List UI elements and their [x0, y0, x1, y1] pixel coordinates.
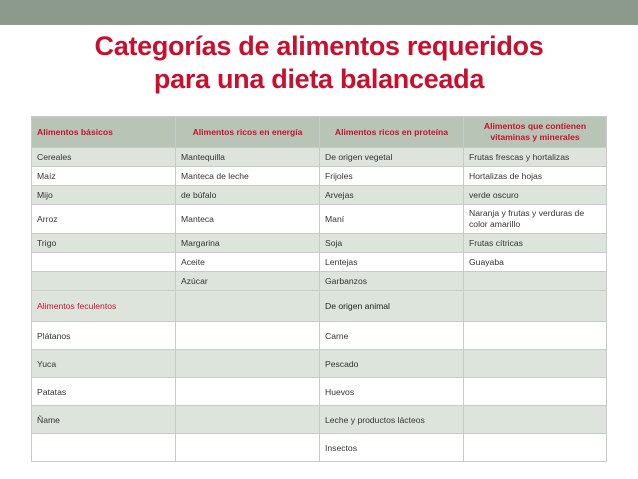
- table-cell: Guayaba: [464, 253, 607, 272]
- header-basic-foods: Alimentos básicos: [32, 117, 176, 148]
- table-cell: Garbanzos: [320, 272, 464, 291]
- food-categories-table: [31, 116, 607, 462]
- table-cell: Manteca de leche: [176, 167, 320, 186]
- table-row: [32, 234, 607, 253]
- table-header-row: [32, 117, 607, 148]
- subheader-animal-origin: De origen animal: [320, 291, 464, 322]
- table-cell: Mantequilla: [176, 148, 320, 167]
- table-cell: [176, 350, 320, 378]
- table-cell: de búfalo: [176, 186, 320, 205]
- table-row: [32, 434, 607, 462]
- top-banner: [0, 0, 638, 25]
- table-cell: Maíz: [32, 167, 176, 186]
- table-cell: [176, 291, 320, 322]
- table-cell: [464, 378, 607, 406]
- table-cell: [176, 406, 320, 434]
- table-cell: Cereales: [32, 148, 176, 167]
- table-row: [32, 350, 607, 378]
- table-cell: [464, 434, 607, 462]
- table-cell: Naranja y frutas y verduras de color amarillo: [464, 205, 607, 234]
- table-row: [32, 148, 607, 167]
- table-row: [32, 167, 607, 186]
- table-cell: Patatas: [32, 378, 176, 406]
- table-cell: Manteca: [176, 205, 320, 234]
- table-cell: Maní: [320, 205, 464, 234]
- table-cell: [176, 322, 320, 350]
- table-cell: Ñame: [32, 406, 176, 434]
- table-cell: Hortalizas de hojas: [464, 167, 607, 186]
- title-line-1: Categorías de alimentos requeridos: [94, 31, 544, 61]
- table-cell: [464, 406, 607, 434]
- table-row: [32, 406, 607, 434]
- table-cell: Frutas frescas y hortalizas: [464, 148, 607, 167]
- header-protein-foods: Alimentos ricos en proteína: [320, 117, 464, 148]
- table-cell: Mijo: [32, 186, 176, 205]
- table-cell: [464, 272, 607, 291]
- table-cell: Frutas cítricas: [464, 234, 607, 253]
- table-cell: Leche y productos lácteos: [320, 406, 464, 434]
- table-cell: [32, 272, 176, 291]
- table-cell: [32, 434, 176, 462]
- table-cell: Huevos: [320, 378, 464, 406]
- table-cell: [176, 378, 320, 406]
- table-cell: Soja: [320, 234, 464, 253]
- table-cell: Frijoles: [320, 167, 464, 186]
- table-cell: Aceite: [176, 253, 320, 272]
- table-row: [32, 322, 607, 350]
- subheader-starchy-foods: Alimentos feculentos: [32, 291, 176, 322]
- table-cell: Yuca: [32, 350, 176, 378]
- table-cell: De origen vegetal: [320, 148, 464, 167]
- table-cell: [32, 253, 176, 272]
- page-title: [0, 30, 638, 96]
- header-energy-foods: Alimentos ricos en energía: [176, 117, 320, 148]
- table-cell: Insectos: [320, 434, 464, 462]
- table-cell: Pescado: [320, 350, 464, 378]
- table-cell: Arvejas: [320, 186, 464, 205]
- table-cell: Trigo: [32, 234, 176, 253]
- table-row: [32, 378, 607, 406]
- table-row: [32, 186, 607, 205]
- table-cell: Arroz: [32, 205, 176, 234]
- table-cell: [176, 434, 320, 462]
- table-cell: Azúcar: [176, 272, 320, 291]
- table-row: [32, 272, 607, 291]
- table-row: [32, 291, 607, 322]
- table-cell: [464, 350, 607, 378]
- title-line-2: para una dieta balanceada: [153, 64, 485, 94]
- table-cell: Carne: [320, 322, 464, 350]
- table-cell: verde oscuro: [464, 186, 607, 205]
- header-vitamin-foods: Alimentos que contienen vitaminas y minerales: [464, 117, 607, 148]
- table-cell: Margarina: [176, 234, 320, 253]
- table-cell: [464, 291, 607, 322]
- table-row: [32, 205, 607, 234]
- table-row: [32, 253, 607, 272]
- table-cell: Lentejas: [320, 253, 464, 272]
- table-cell: [464, 322, 607, 350]
- table-cell: Plátanos: [32, 322, 176, 350]
